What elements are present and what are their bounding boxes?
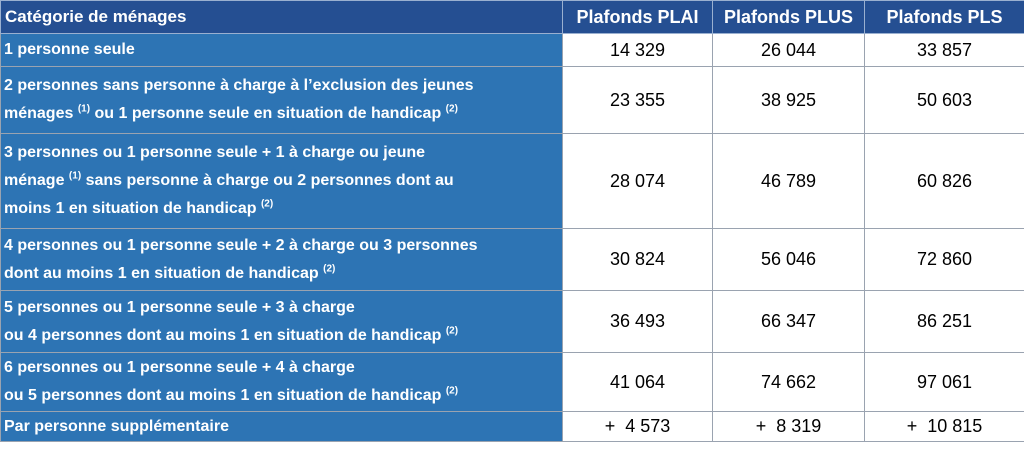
plus-sign: +: [604, 416, 616, 436]
row-label: 1 personne seule: [1, 34, 563, 67]
row-label: 5 personnes ou 1 personne seule + 3 à charge ou 4 personnes dont au moins 1 en situation de handicap $^{(2)}$: [1, 291, 563, 353]
footnote-ref: (1): [77, 103, 91, 115]
footnote-ref: (1): [68, 170, 82, 182]
cell-pls: + 10 815: [865, 412, 1024, 442]
table-row: [1, 353, 1024, 412]
table-row-extra-person: [1, 412, 1024, 442]
plus-sign: +: [755, 416, 767, 436]
cell-plus: 26 044: [713, 34, 865, 67]
row-label: 2 personnes sans personne à charge à l’exclusion des jeunes ménages $^{(1)}$ ou 1 personne seule en situation de handicap $^{(2)}$: [1, 67, 563, 134]
row-label: 4 personnes ou 1 personne seule + 2 à charge ou 3 personnes dont au moins 1 en situation de handicap $^{(2)}$: [1, 229, 563, 291]
cell-plus: 46 789: [713, 134, 865, 229]
cell-plus: + 8 319: [713, 412, 865, 442]
cell-plai: 14 329: [563, 34, 713, 67]
cell-pls: 33 857: [865, 34, 1024, 67]
footnote-ref: (2): [445, 385, 459, 397]
cell-plus: 74 662: [713, 353, 865, 412]
cell-plus: 56 046: [713, 229, 865, 291]
footnote-ref: (2): [323, 263, 336, 275]
footnote-ref: (2): [445, 325, 459, 337]
footnote-ref: (2): [260, 198, 274, 210]
table-row: [1, 67, 1024, 134]
cell-pls: 60 826: [865, 134, 1024, 229]
table-row: [1, 34, 1024, 67]
cell-plai: 23 355: [563, 67, 713, 134]
cell-plai: 30 824: [563, 229, 713, 291]
header-pls: Plafonds PLS: [865, 1, 1024, 34]
header-category: Catégorie de ménages: [1, 1, 563, 34]
row-label: Par personne supplémentaire: [1, 412, 563, 442]
footnote-ref: (2): [445, 103, 458, 115]
cell-pls: 50 603: [865, 67, 1024, 134]
table-row: [1, 134, 1024, 229]
cell-pls: 97 061: [865, 353, 1024, 412]
cell-plai: + 4 573: [563, 412, 713, 442]
cell-pls: 86 251: [865, 291, 1024, 353]
header-plus: Plafonds PLUS: [713, 1, 865, 34]
cell-plai: 36 493: [563, 291, 713, 353]
table-row: [1, 229, 1024, 291]
header-plai: Plafonds PLAI: [563, 1, 713, 34]
cell-plus: 38 925: [713, 67, 865, 134]
table-row: [1, 291, 1024, 353]
cell-pls: 72 860: [865, 229, 1024, 291]
cell-plai: 28 074: [563, 134, 713, 229]
cell-plai: 41 064: [563, 353, 713, 412]
plus-sign: +: [906, 416, 918, 436]
row-label: 3 personnes ou 1 personne seule + 1 à charge ou jeune ménage $^{(1)}$ sans personne à charge ou 2 personnes dont au moins 1 en situation de handicap $^{(2)}$: [1, 134, 563, 229]
row-label: 6 personnes ou 1 personne seule + 4 à charge ou 5 personnes dont au moins 1 en situation de handicap $^{(2)}$: [1, 353, 563, 412]
cell-plus: 66 347: [713, 291, 865, 353]
header-row: [1, 1, 1024, 34]
